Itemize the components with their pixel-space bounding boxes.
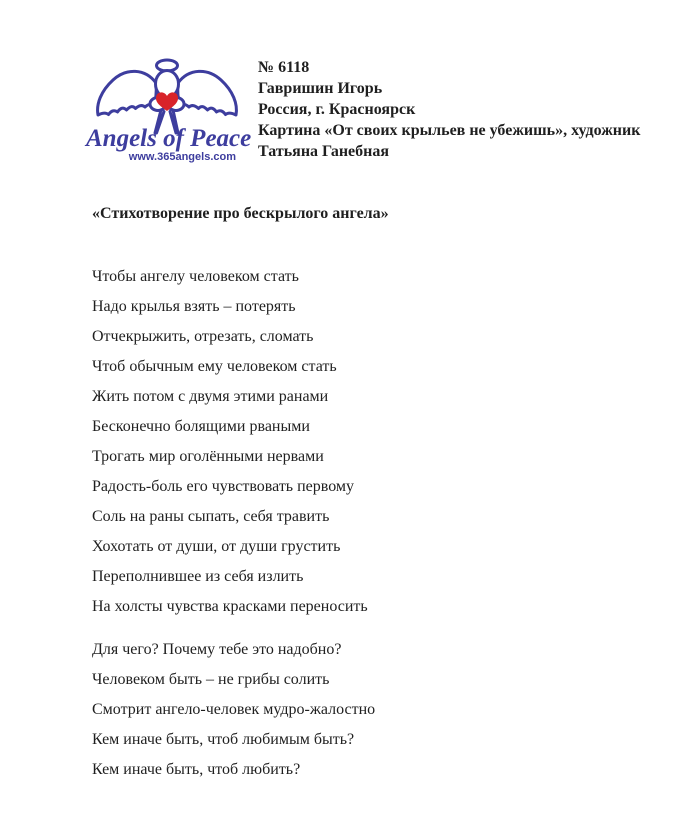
entry-number: № 6118 bbox=[258, 59, 310, 76]
poem-line: Надо крылья взять – потерять bbox=[92, 298, 296, 315]
poem-line: Жить потом с двумя этими ранами bbox=[92, 388, 329, 405]
poem-line: Отчекрыжить, отрезать, сломать bbox=[92, 328, 314, 345]
poem-line: Чтоб обычным ему человеком стать bbox=[92, 358, 337, 375]
poem-line: Трогать мир оголёнными нервами bbox=[92, 448, 324, 465]
poem-line: Чтобы ангелу человеком стать bbox=[92, 268, 299, 285]
author-name: Гавришин Игорь bbox=[258, 80, 383, 97]
right-wing-icon bbox=[178, 71, 237, 115]
painter-name: Татьяна Ганебная bbox=[258, 143, 390, 160]
poem-line: Радость-боль его чувствовать первому bbox=[92, 478, 355, 495]
author-location: Россия, г. Красноярск bbox=[258, 101, 416, 118]
poem-line: Кем иначе быть, чтоб любимым быть? bbox=[92, 731, 355, 748]
poem-title: «Стихотворение про бескрылого ангела» bbox=[92, 205, 389, 222]
poem-line: Для чего? Почему тебе это надобно? bbox=[92, 641, 342, 658]
poem-line: Кем иначе быть, чтоб любить? bbox=[92, 761, 301, 778]
left-wing-icon bbox=[98, 71, 157, 115]
poem-line: Переполнившее из себя излить bbox=[92, 568, 304, 585]
angels-of-peace-logo bbox=[86, 58, 252, 164]
logo-brand-text: Angels of Peace bbox=[86, 125, 252, 152]
poem-line: Хохотать от души, от души грустить bbox=[92, 538, 341, 555]
logo-website-text: www.365angels.com bbox=[128, 151, 236, 163]
painting-title-line: Картина «От своих крыльев не убежишь», художник bbox=[258, 122, 641, 139]
poem-line: Человеком быть – не грибы солить bbox=[92, 671, 330, 688]
poem-line: Соль на раны сыпать, себя травить bbox=[92, 508, 330, 525]
credits-block bbox=[258, 57, 640, 162]
poem-line: Бесконечно болящими рваными bbox=[92, 418, 310, 435]
poem-stanza-2 bbox=[92, 635, 375, 785]
poem-line: Смотрит ангело-человек мудро-жалостно bbox=[92, 701, 376, 718]
poem-stanza-1 bbox=[92, 262, 368, 622]
poem-line: На холсты чувства красками переносить bbox=[92, 598, 368, 615]
